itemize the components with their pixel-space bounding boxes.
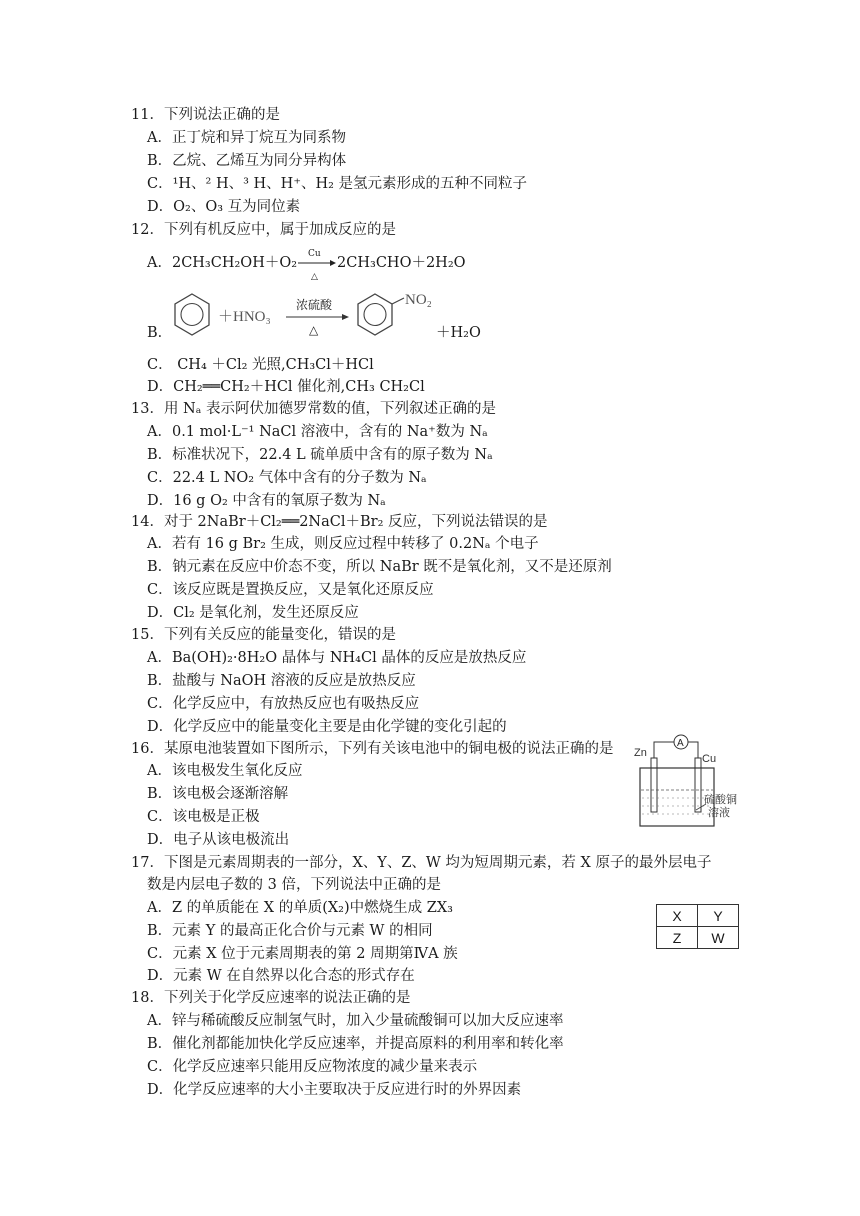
- question-15-option-d: D．化学反应中的能量变化主要是由化学键的变化引起的: [147, 719, 507, 735]
- question-17-option-d: D．元素 W 在自然界以化合态的形式存在: [147, 968, 415, 984]
- question-17-stem-line-2: 数是内层电子数的 3 倍，下列说法中正确的是: [147, 877, 441, 893]
- question-12-option-c: C． CH₄ ＋Cl₂ 光照,CH₃Cl＋HCl: [147, 357, 374, 373]
- question-17-option-c: C．元素 X 位于元素周期表的第 2 周期第ⅣA 族: [147, 946, 458, 962]
- nitration-heat-label: △: [309, 323, 319, 337]
- nitrobenzene-ring-icon: [358, 294, 392, 335]
- question-13-option-a: A．0.1 mol·L⁻¹ NaCl 溶液中，含有的 Na⁺数为 Nₐ: [147, 424, 488, 440]
- question-12-option-a: [147, 249, 466, 282]
- zinc-electrode-label: Zn: [634, 747, 647, 759]
- question-16-option-b: B．该电极会逐渐溶解: [147, 786, 289, 802]
- periodic-table-excerpt: [656, 904, 739, 949]
- nitro-group-label: NO₂: [405, 292, 432, 308]
- question-13-stem: 13．用 Nₐ 表示阿伏加德罗常数的值，下列叙述正确的是: [131, 401, 496, 417]
- reaction-arrow: [297, 249, 337, 282]
- question-11-option-b: B．乙烷、乙烯互为同分异构体: [147, 153, 347, 169]
- question-16-option-d: D．电子从该电极流出: [147, 832, 290, 848]
- question-11-option-a: A．正丁烷和异丁烷互为同系物: [147, 130, 346, 146]
- question-17-option-a: A．Z 的单质能在 X 的单质(X₂)中燃烧生成 ZX₃: [147, 900, 453, 916]
- question-13-option-b: B．标准状况下，22.4 L 硫单质中含有的原子数为 Nₐ: [147, 447, 493, 463]
- question-15-option-b: B．盐酸与 NaOH 溶液的反应是放热反应: [147, 673, 416, 689]
- nitration-catalyst-label: 浓硫酸: [296, 298, 333, 312]
- question-11-stem: 11．下列说法正确的是: [131, 107, 280, 123]
- question-12-option-a-products: 2CH₃CHO＋2H₂O: [337, 255, 466, 271]
- question-15-option-a: A．Ba(OH)₂·8H₂O 晶体与 NH₄Cl 晶体的反应是放热反应: [147, 650, 527, 666]
- question-18-option-b: B．催化剂都能加快化学反应速率，并提高原料的利用率和转化率: [147, 1036, 564, 1052]
- solution-label-line-1: 硫酸铜: [704, 794, 737, 806]
- question-15-stem: 15．下列有关反应的能量变化，错误的是: [131, 627, 396, 643]
- question-12-option-b-label: B．: [147, 325, 173, 341]
- question-14-option-a: A．若有 16 g Br₂ 生成，则反应过程中转移了 0.2Nₐ 个电子: [147, 536, 539, 552]
- question-17-stem-line-1: 17．下图是元素周期表的一部分，X、Y、Z、W 均为短周期元素，若 X 原子的最外层电子: [131, 855, 712, 871]
- copper-electrode-label: Cu: [702, 753, 717, 765]
- periodic-table-cell: X: [657, 905, 698, 927]
- question-11-option-c: C．¹H、² H、³ H、H⁺、H₂ 是氢元素形成的五种不同粒子: [147, 176, 528, 192]
- question-14-option-d: D．Cl₂ 是氧化剂，发生还原反应: [147, 605, 359, 621]
- nitration-reagent: ＋HNO₃: [218, 309, 271, 325]
- question-12-option-a-reactants: A．2CH₃CH₂OH＋O₂: [147, 255, 298, 271]
- question-17-option-b: B．元素 Y 的最高正化合价与元素 W 的相同: [147, 923, 433, 939]
- question-18-option-d: D．化学反应速率的大小主要取决于反应进行时的外界因素: [147, 1082, 522, 1098]
- question-14-option-c: C．该反应既是置换反应，又是氧化还原反应: [147, 582, 434, 598]
- nitration-reaction-figure: [168, 290, 448, 350]
- periodic-table-row: [657, 905, 739, 927]
- question-16-option-c: C．该电极是正极: [147, 809, 260, 825]
- question-14-option-b: B．钠元素在反应中价态不变，所以 NaBr 既不是氧化剂，又不是还原剂: [147, 559, 612, 575]
- question-18-option-c: C．化学反应速率只能用反应物浓度的减少量来表示: [147, 1059, 478, 1075]
- ammeter-label: A: [677, 738, 684, 749]
- copper-electrode: [695, 758, 701, 812]
- periodic-table-cell: Y: [698, 905, 739, 927]
- wire: [654, 742, 674, 760]
- benzene-ring-icon: [175, 294, 209, 335]
- arrow-icon: [342, 314, 349, 320]
- galvanic-cell-figure: [634, 730, 774, 830]
- question-16-option-a: A．该电极发生氧化反应: [147, 763, 303, 779]
- question-13-option-c: C．22.4 L NO₂ 气体中含有的分子数为 Nₐ: [147, 470, 427, 486]
- arrow-catalyst-label: Cu: [308, 249, 321, 259]
- question-14-stem: 14．对于 2NaBr＋Cl₂══2NaCl＋Br₂ 反应，下列说法错误的是: [131, 514, 548, 530]
- question-12-stem: 12．下列有机反应中，属于加成反应的是: [131, 222, 396, 238]
- solution-label-line-2: 溶液: [708, 807, 730, 819]
- question-11-option-d: D．O₂、O₃ 互为同位素: [147, 199, 301, 215]
- periodic-table-cell: Z: [657, 927, 698, 949]
- question-12-option-b-water: ＋H₂O: [436, 325, 481, 341]
- question-15-option-c: C．化学反应中，有放热反应也有吸热反应: [147, 696, 420, 712]
- question-12-option-d: D．CH₂══CH₂＋HCl 催化剂,CH₃ CH₂Cl: [147, 379, 425, 395]
- question-16-stem: 16．某原电池装置如下图所示，下列有关该电池中的铜电极的说法正确的是: [131, 741, 614, 757]
- periodic-table-row: [657, 927, 739, 949]
- question-18-option-a: A．锌与稀硫酸反应制氢气时，加入少量硫酸铜可以加大反应速率: [147, 1013, 564, 1029]
- arrow-heat-label: △: [311, 272, 318, 282]
- question-18-stem: 18．下列关于化学反应速率的说法正确的是: [131, 990, 411, 1006]
- question-13-option-d: D．16 g O₂ 中含有的氧原子数为 Nₐ: [147, 493, 386, 509]
- zinc-electrode: [651, 758, 657, 812]
- periodic-table-cell: W: [698, 927, 739, 949]
